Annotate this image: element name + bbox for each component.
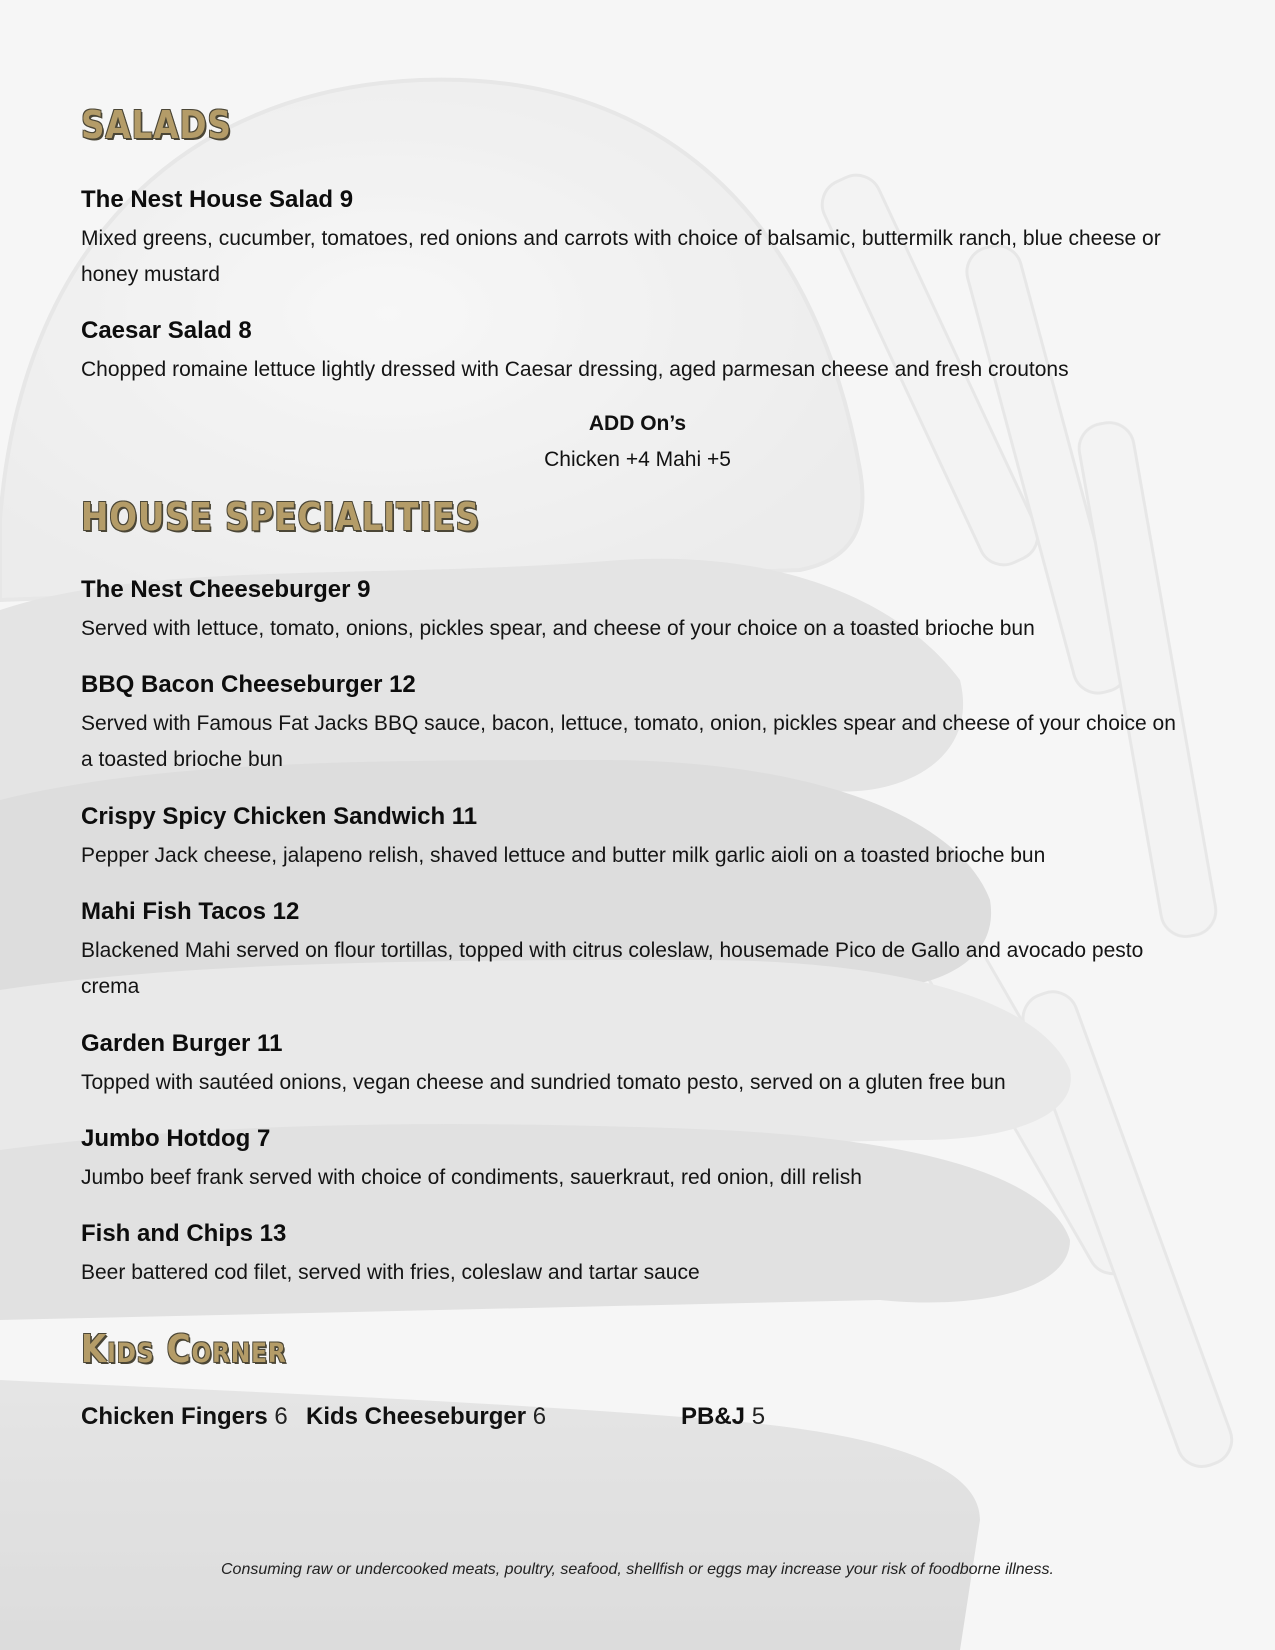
kids-item-price: 5 — [751, 1403, 766, 1430]
kids-item-name: PB&J — [681, 1403, 746, 1430]
item-description: Jumbo beef frank served with choice of condiments, sauerkraut, red onion, dill relish — [81, 1166, 862, 1189]
menu-item-mahi-fish-tacos — [81, 897, 1191, 1005]
kids-item-price: 6 — [532, 1403, 547, 1430]
kids-item-name: Kids Cheeseburger — [306, 1403, 527, 1430]
item-name: Jumbo Hotdog 7 — [81, 1125, 271, 1152]
item-description: Served with Famous Fat Jacks BBQ sauce, bacon, lettuce, tomato, onion, pickles spear and cheese of your choice on a toasted brioche bun — [81, 712, 1176, 771]
item-description: Beer battered cod filet, served with fries, coleslaw and tartar sauce — [81, 1261, 700, 1284]
kids-item-pbj — [681, 1402, 765, 1432]
kids-corner-heading: Kids Corner — [81, 1327, 287, 1371]
item-name: Caesar Salad 8 — [81, 317, 252, 344]
menu-item-jumbo-hotdog — [81, 1124, 1191, 1196]
menu-item-bbq-bacon-cheeseburger — [81, 670, 1191, 778]
menu-item-fish-and-chips — [81, 1219, 1191, 1291]
kids-item-cheeseburger — [306, 1402, 546, 1432]
item-description: Chopped romaine lettuce lightly dressed with Caesar dressing, aged parmesan cheese and fresh croutons — [81, 358, 1069, 381]
item-name: The Nest Cheeseburger 9 — [81, 576, 371, 603]
menu-item-crispy-spicy-chicken — [81, 802, 1191, 874]
salad-addons — [0, 406, 1275, 478]
house-specialities-heading: HOUSE SPECIALITIES — [81, 495, 480, 539]
item-name: Mahi Fish Tacos 12 — [81, 898, 300, 925]
item-description: Pepper Jack cheese, jalapeno relish, shaved lettuce and butter milk garlic aioli on a toasted brioche bun — [81, 844, 1046, 867]
item-name: The Nest House Salad 9 — [81, 186, 354, 213]
kids-item-name: Chicken Fingers — [81, 1403, 268, 1430]
addons-text: Chicken +4 Mahi +5 — [544, 448, 731, 471]
item-name: Crispy Spicy Chicken Sandwich 11 — [81, 803, 478, 830]
kids-item-price: 6 — [274, 1403, 288, 1430]
menu-item-house-salad — [81, 185, 1191, 293]
kids-item-chicken-fingers — [81, 1402, 288, 1432]
addons-title: ADD On’s — [588, 412, 687, 435]
salads-heading: SALADS — [81, 103, 232, 147]
menu-item-nest-cheeseburger — [81, 575, 1191, 647]
item-description: Topped with sautéed onions, vegan cheese and sundried tomato pesto, served on a gluten free bun — [81, 1071, 1006, 1094]
item-description: Served with lettuce, tomato, onions, pickles spear, and cheese of your choice on a toasted brioche bun — [81, 617, 1035, 640]
item-description: Blackened Mahi served on flour tortillas, topped with citrus coleslaw, housemade Pico de Gallo and avocado pesto crema — [81, 939, 1144, 998]
menu-item-garden-burger — [81, 1029, 1191, 1101]
item-name: Fish and Chips 13 — [81, 1220, 287, 1247]
food-safety-disclaimer: Consuming raw or undercooked meats, poultry, seafood, shellfish or eggs may increase your risk of foodborne illness. — [220, 1561, 1054, 1578]
menu-item-caesar-salad — [81, 316, 1191, 388]
item-name: BBQ Bacon Cheeseburger 12 — [81, 671, 416, 698]
item-name: Garden Burger 11 — [81, 1030, 283, 1057]
item-description: Mixed greens, cucumber, tomatoes, red onions and carrots with choice of balsamic, buttermilk ranch, blue cheese or honey mustard — [81, 227, 1161, 286]
